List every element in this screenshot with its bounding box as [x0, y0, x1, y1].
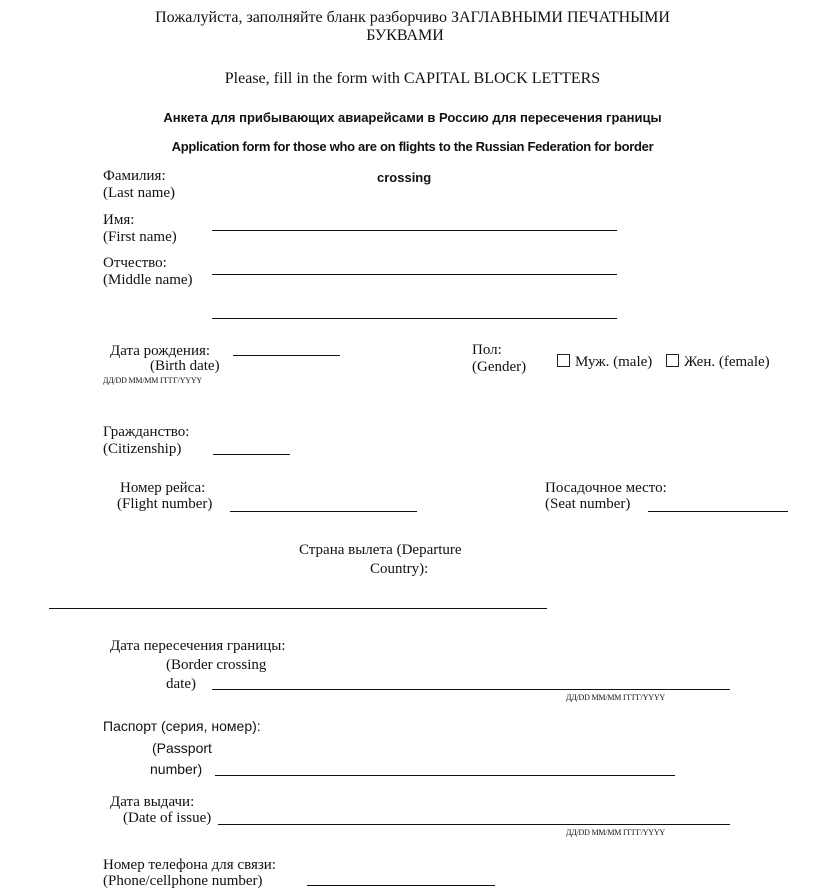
date-of-issue-label-en: (Date of issue): [123, 810, 212, 826]
instruction-ru-line2: БУКВАМИ: [366, 27, 444, 44]
citizenship-label-ru: Гражданство:: [103, 424, 190, 440]
middle-name-label: [103, 255, 193, 289]
citizenship-label: [103, 424, 189, 458]
title-ru: Анкета для прибывающих авиарейсами в Россию для пересечения границы: [163, 110, 662, 125]
phone-label-ru: Номер телефона для связи:: [103, 857, 276, 873]
last-name-label-ru: Фамилия:: [103, 168, 166, 184]
passport-label-ru: Паспорт (серия, номер):: [103, 718, 261, 734]
birth-date-field[interactable]: [233, 355, 340, 356]
border-crossing-label-en1: (Border crossing: [166, 657, 267, 673]
border-crossing-date-field[interactable]: [212, 689, 730, 690]
departure-country-label-line2: Country):: [370, 561, 429, 577]
flight-number-label-ru: Номер рейса:: [120, 480, 206, 496]
departure-country-field[interactable]: [49, 608, 547, 609]
date-of-issue-field[interactable]: [218, 824, 730, 825]
title-en-line2: crossing: [377, 170, 432, 185]
middle-name-label-en: (Middle name): [103, 272, 193, 288]
seat-number-field[interactable]: [648, 511, 788, 512]
gender-label-en: (Gender): [472, 359, 527, 375]
first-name-label-ru: Имя:: [103, 212, 135, 228]
checkbox-female[interactable]: [666, 354, 679, 367]
departure-country-label-line1: Страна вылета (Departure: [299, 542, 462, 558]
last-name-field[interactable]: [212, 230, 617, 231]
citizenship-field[interactable]: [213, 454, 290, 455]
last-name-label: [103, 168, 175, 202]
birth-date-label-ru: Дата рождения:: [110, 343, 211, 359]
middle-name-field[interactable]: [212, 318, 617, 319]
first-name-field[interactable]: [212, 274, 617, 275]
border-crossing-label-en2: date): [166, 676, 196, 692]
date-of-issue-label-ru: Дата выдачи:: [110, 794, 195, 810]
gender-male-label: Муж. (male): [575, 354, 653, 370]
first-name-label-en: (First name): [103, 229, 177, 245]
instruction-ru-line1: Пожалуйста, заполняйте бланк разборчиво ЗАГЛАВНЫМИ ПЕЧАТНЫМИ: [155, 9, 670, 26]
border-crossing-label-ru: Дата пересечения границы:: [110, 638, 286, 654]
phone-field[interactable]: [307, 885, 495, 886]
citizenship-label-en: (Citizenship): [103, 441, 182, 457]
gender-option-male[interactable]: [557, 354, 652, 371]
gender-female-label: Жен. (female): [684, 354, 770, 370]
passport-label-en1: (Passport: [152, 740, 212, 756]
birth-date-label-en: (Birth date): [150, 358, 220, 374]
instruction-en: Please, fill in the form with CAPITAL BLOCK LETTERS: [224, 70, 601, 87]
passport-number-field[interactable]: [215, 775, 675, 776]
flight-number-field[interactable]: [230, 511, 417, 512]
last-name-label-en: (Last name): [103, 185, 176, 201]
gender-label-ru: Пол:: [472, 342, 502, 358]
border-crossing-format: ДД/DD ММ/MM ГГГГ/YYYY: [566, 693, 665, 702]
gender-option-female[interactable]: [666, 354, 770, 371]
seat-number-label-en: (Seat number): [545, 496, 631, 512]
passport-label-en2: number): [150, 761, 203, 777]
middle-name-label-ru: Отчество:: [103, 255, 167, 271]
title-en-line1: Application form for those who are on flights to the Russian Federation for border: [171, 139, 654, 154]
checkbox-male[interactable]: [557, 354, 570, 367]
date-of-issue-format: ДД/DD ММ/MM ГГГГ/YYYY: [566, 828, 665, 837]
birth-date-format: ДД/DD ММ/MM ГГГГ/YYYY: [103, 376, 202, 385]
phone-label-en: (Phone/cellphone number): [103, 873, 263, 889]
first-name-label: [103, 212, 177, 246]
gender-label: [472, 342, 526, 376]
seat-number-label-ru: Посадочное место:: [545, 480, 667, 496]
flight-number-label-en: (Flight number): [117, 496, 213, 512]
